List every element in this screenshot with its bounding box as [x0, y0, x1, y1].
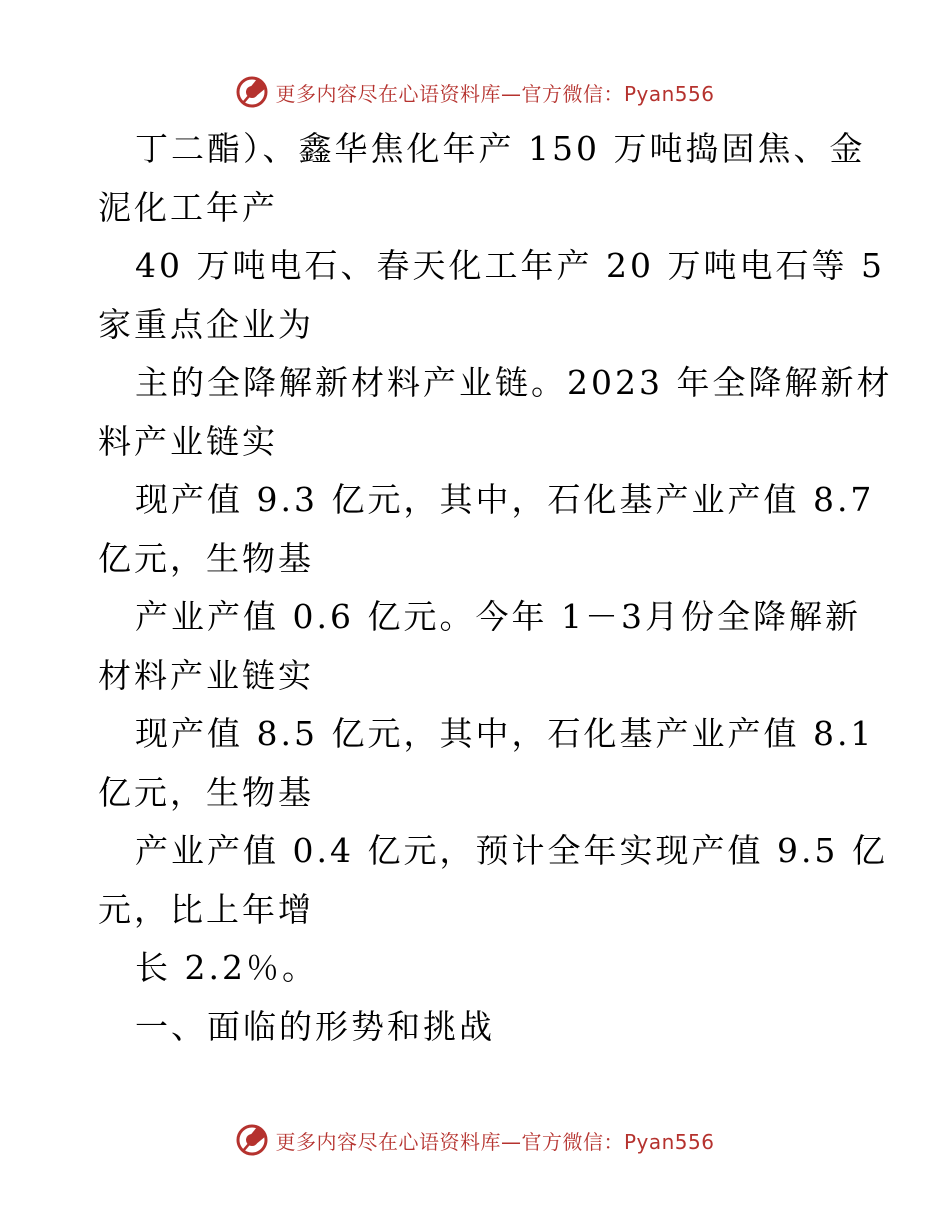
text-line: 料产业链实 [98, 421, 278, 461]
footer-banner [0, 1120, 950, 1160]
text-line: 产业产值 0.4 亿元，预计全年实现产值 9.5 亿 [135, 831, 888, 870]
text-line: 亿元，生物基 [98, 538, 314, 578]
text-line: 家重点企业为 [98, 304, 314, 344]
text-line: 主的全降解新材料产业链。2023 年全降解新材 [135, 363, 893, 402]
pen-logo-icon [235, 75, 269, 109]
header-banner [0, 72, 950, 112]
text-line: 现产值 8.5 亿元，其中，石化基产业产值 8.1 [135, 714, 875, 753]
text-line: 长 2.2％。 [135, 948, 318, 987]
text-line: 亿元，生物基 [98, 772, 314, 812]
section-heading: 一、面临的形势和挑战 [135, 1006, 495, 1046]
document-body [98, 120, 893, 1056]
text-line: 元，比上年增 [98, 889, 314, 929]
text-line: 泥化工年产 [98, 187, 278, 227]
footer-banner-text: 更多内容尽在心语资料库—官方微信：Pyan556 [275, 1129, 715, 1154]
text-line: 丁二酯）、鑫华焦化年产 150 万吨捣固焦、金 [135, 129, 866, 168]
text-line: 产业产值 0.6 亿元。今年 1－3月份全降解新 [135, 597, 861, 636]
text-line: 现产值 9.3 亿元，其中，石化基产业产值 8.7 [135, 480, 875, 519]
header-banner-text: 更多内容尽在心语资料库—官方微信：Pyan556 [275, 81, 715, 106]
text-line: 40 万吨电石、春天化工年产 20 万吨电石等 5 [135, 246, 885, 285]
text-line: 材料产业链实 [98, 655, 314, 695]
pen-logo-icon [235, 1123, 269, 1157]
